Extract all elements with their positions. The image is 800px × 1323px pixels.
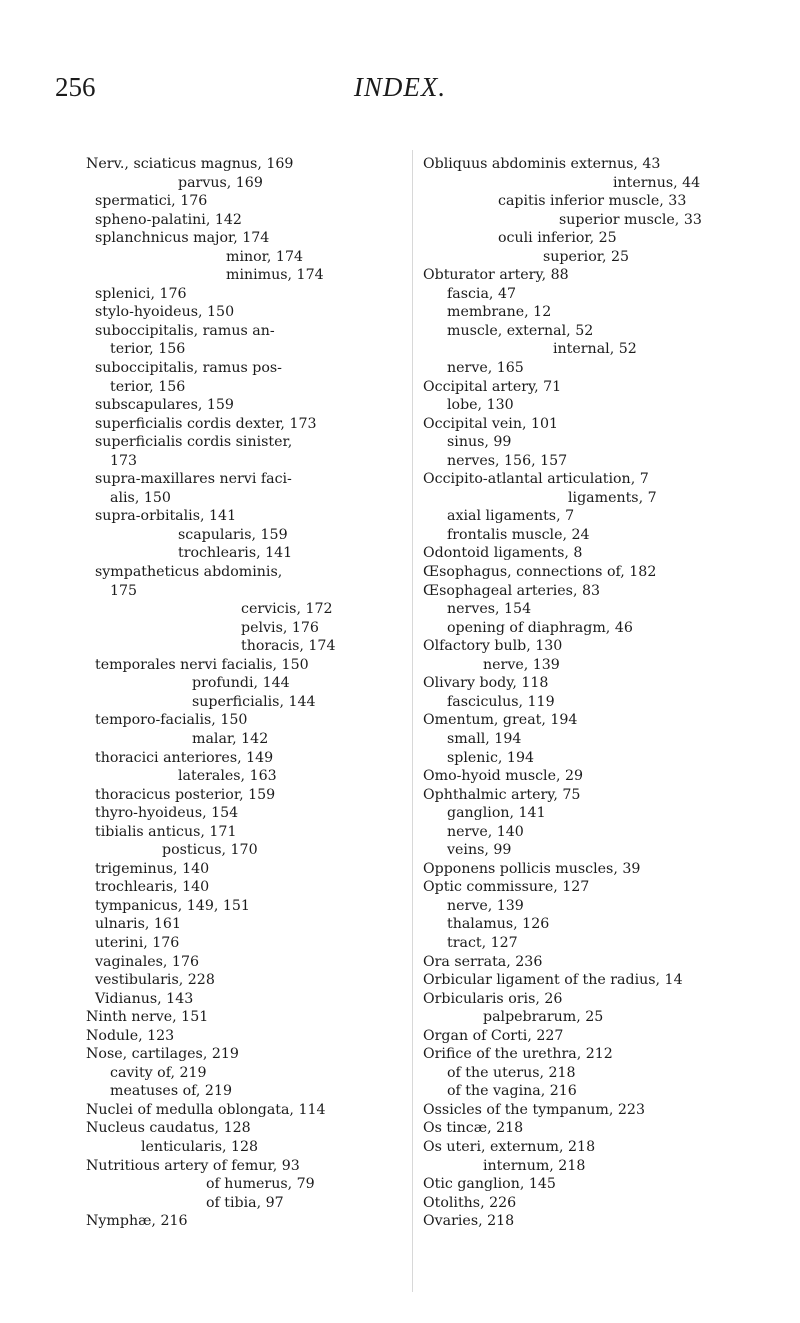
index-column-left [86,155,402,1231]
index-entry: ulnaris, 161 [95,916,181,933]
index-entry: splenic, 194 [447,749,535,766]
index-entry: Nose, cartilages, 219 [86,1046,239,1063]
index-entry: internus, 44 [613,174,701,191]
index-entry: Obturator artery, 88 [423,267,569,284]
index-entry: internum, 218 [483,1157,586,1174]
index-entry: trochlearis, 141 [178,545,293,562]
page-header [0,72,800,112]
index-entry: tract, 127 [447,934,518,951]
column-divider [412,150,413,1292]
index-entry: suboccipitalis, ramus an- [95,322,275,339]
index-entry: small, 194 [447,730,522,747]
index-entry: palpebrarum, 25 [483,1009,604,1026]
index-entry: tibialis anticus, 171 [95,823,237,840]
index-entry: nerves, 154 [447,601,532,618]
index-entry: Occipital vein, 101 [423,415,559,432]
index-entry: trochlearis, 140 [95,879,210,896]
index-entry: splanchnicus major, 174 [95,230,270,247]
index-entry: Nerv., sciaticus magnus, 169 [86,156,294,172]
index-entry: Otoliths, 226 [423,1194,517,1211]
running-head: INDEX. [353,72,447,102]
index-entry: thalamus, 126 [447,916,550,933]
index-column-right [423,155,773,1231]
index-entry: fasciculus, 119 [447,693,555,710]
index-entry: supra-orbitalis, 141 [95,508,237,525]
page-number: 256 [55,72,96,102]
index-entry: stylo-hyoideus, 150 [95,304,235,321]
index-entry: Œsophageal arteries, 83 [423,582,601,599]
index-entry: membrane, 12 [447,304,552,321]
index-entry: vestibularis, 228 [95,972,215,989]
index-entry: Otic ganglion, 145 [423,1176,556,1193]
index-entry: sympatheticus abdominis, [95,564,283,581]
index-entry: Occipital artery, 71 [423,378,562,395]
index-entry: meatuses of, 219 [110,1083,232,1100]
index-entry: vaginales, 176 [95,953,200,970]
index-entry: Orbicular ligament of the radius, 14 [423,972,683,989]
index-entry: ganglion, 141 [447,805,546,822]
index-entry: Ninth nerve, 151 [86,1009,209,1026]
index-entry: sinus, 99 [447,434,512,451]
index-entry: frontalis muscle, 24 [447,526,590,543]
index-entry: cavity of, 219 [110,1064,207,1081]
index-entry: Odontoid ligaments, 8 [423,545,583,562]
index-entry: alis, 150 [110,489,171,506]
index-entry: malar, 142 [192,730,269,747]
index-entry: profundi, 144 [192,675,290,692]
index-entry: Os tincæ, 218 [423,1120,524,1137]
index-entry: lenticularis, 128 [141,1138,259,1155]
index-entry: thoracicus posterior, 159 [95,786,276,803]
index-entry: Nodule, 123 [86,1027,175,1044]
index-entry: scapularis, 159 [178,526,288,543]
index-entry: temporales nervi facialis, 150 [95,656,309,673]
index-entry: superior muscle, 33 [559,211,702,228]
index-entry: Opponens pollicis muscles, 39 [423,860,641,877]
index-entry: nerve, 140 [447,823,524,840]
index-entry: Organ of Corti, 227 [423,1027,564,1044]
index-entry: opening of diaphragm, 46 [447,619,633,636]
index-entry: of the vagina, 216 [447,1083,577,1100]
index-entry: Nucleus caudatus, 128 [86,1120,251,1137]
index-entry: of the uterus, 218 [447,1064,576,1081]
index-entry: superficialis, 144 [192,693,316,710]
index-entry: suboccipitalis, ramus pos- [95,360,282,377]
index-entry: subscapulares, 159 [95,397,234,414]
index-entry: Ovaries, 218 [423,1213,515,1230]
index-entry: Nymphæ, 216 [86,1213,188,1230]
index-entry: trigeminus, 140 [95,860,210,877]
index-entry: Vidianus, 143 [95,990,194,1007]
index-entry: capitis inferior muscle, 33 [498,193,687,210]
index-entry: uterini, 176 [95,934,180,951]
index-entry: Optic commissure, 127 [423,879,590,896]
index-entry: laterales, 163 [178,768,277,785]
index-entry: oculi inferior, 25 [498,230,617,247]
index-entry: Ossicles of the tympanum, 223 [423,1101,645,1118]
index-entry: Ora serrata, 236 [423,953,543,970]
index-entry: Occipito-atlantal articulation, 7 [423,471,649,488]
index-entry: tympanicus, 149, 151 [95,897,250,914]
index-entry: of humerus, 79 [206,1176,315,1193]
index-entry: temporo-facialis, 150 [95,712,248,729]
index-entry: Orifice of the urethra, 212 [423,1046,613,1063]
index-entry: Nuclei of medulla oblongata, 114 [86,1101,326,1118]
index-entry: ligaments, 7 [568,489,657,506]
index-entry: terior, 156 [110,378,186,395]
index-entry: supra-maxillares nervi faci- [95,471,292,488]
index-entry: superficialis cordis sinister, [95,434,293,451]
index-entry: nerve, 139 [447,897,524,914]
index-entry: veins, 99 [447,842,512,859]
index-entry: minimus, 174 [226,267,324,284]
index-entry: Omo-hyoid muscle, 29 [423,768,584,785]
index-entry: lobe, 130 [447,397,514,414]
index-entry: superior, 25 [543,248,630,265]
index-entry: posticus, 170 [162,842,258,859]
index-entry: muscle, external, 52 [447,322,594,339]
index-entry: nerves, 156, 157 [447,452,568,469]
index-entry: 175 [110,582,138,599]
index-entry: pelvis, 176 [241,619,319,636]
index-entry: thoracici anteriores, 149 [95,749,274,766]
index-entry: Nutritious artery of femur, 93 [86,1157,300,1174]
index-entry: spermatici, 176 [95,193,208,210]
index-entry: terior, 156 [110,341,186,358]
index-entry: Ophthalmic artery, 75 [423,786,581,803]
index-entry: cervicis, 172 [241,601,333,618]
index-entry: Olfactory bulb, 130 [423,638,563,655]
index-entry: superficialis cordis dexter, 173 [95,415,317,432]
index-entry: spheno-palatini, 142 [95,211,242,228]
index-entry: Omentum, great, 194 [423,712,578,729]
index-entry: Obliquus abdominis externus, 43 [423,156,661,172]
index-entry: axial ligaments, 7 [447,508,575,525]
index-entry: 173 [110,452,138,469]
index-entry: nerve, 139 [483,656,560,673]
index-entry: fascia, 47 [447,285,517,302]
index-entry: thoracis, 174 [241,638,336,655]
index-entry: splenici, 176 [95,285,187,302]
index-entry: Orbicularis oris, 26 [423,990,563,1007]
index-entry: Olivary body, 118 [423,675,549,692]
index-entry: of tibia, 97 [206,1194,284,1211]
index-entry: Œsophagus, connections of, 182 [423,564,657,581]
index-entry: Os uteri, externum, 218 [423,1138,596,1155]
index-entry: parvus, 169 [178,174,263,191]
index-entry: thyro-hyoideus, 154 [95,805,239,822]
index-entry: minor, 174 [226,248,303,265]
index-entry: nerve, 165 [447,360,524,377]
index-entry: internal, 52 [553,341,637,358]
